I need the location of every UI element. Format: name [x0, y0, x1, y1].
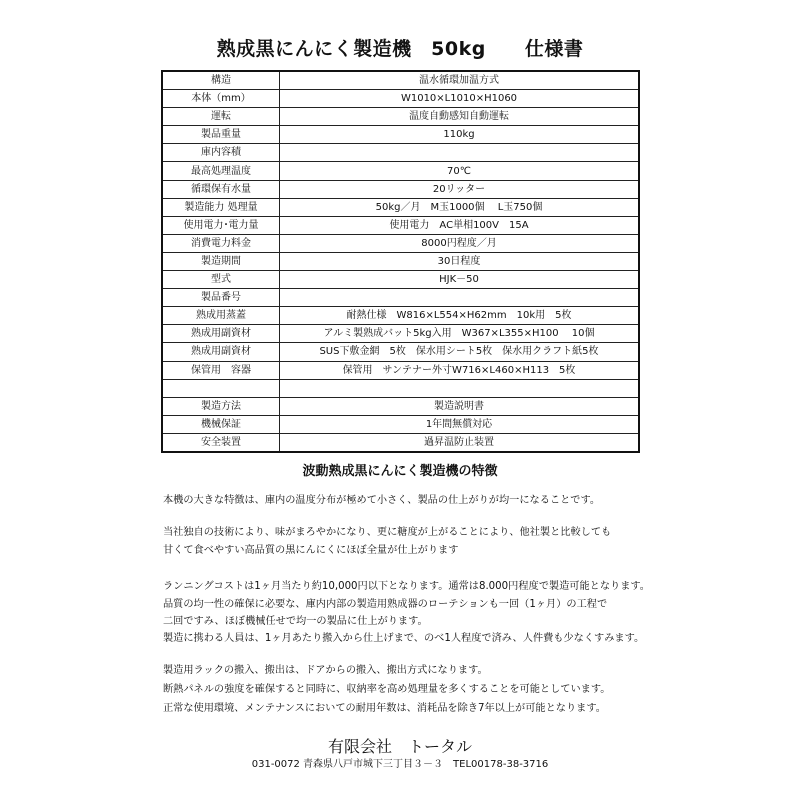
spec-table [161, 70, 640, 453]
spec-value: SUS下敷金網 5枚 保水用シート5枚 保水用クラフト紙5枚 [280, 343, 640, 361]
spec-row [162, 126, 639, 144]
spec-label: 運転 [162, 108, 280, 126]
feature-line: 当社独自の技術により、味がまろやかになり、更に糖度が上がることにより、他社製と比較しても [163, 527, 612, 538]
spec-value: 過昇温防止装置 [280, 433, 640, 452]
feature-line: ランニングコストは1ヶ月当たり約10,000円以下となります。通常は8.000円程度で製造可能となります。 [163, 581, 650, 592]
spec-value: 保管用 サンテナー外寸W716×L460×H113 5枚 [280, 361, 640, 379]
spec-label: 型式 [162, 271, 280, 289]
feature-line: 甘くて食べやすい高品質の黒にんにくにほぼ全量が仕上がります [163, 545, 459, 556]
spec-value [280, 289, 640, 307]
spec-row [162, 144, 639, 162]
spec-row [162, 343, 639, 361]
spec-value: 30日程度 [280, 252, 640, 270]
spec-value: 70℃ [280, 162, 640, 180]
feature-line: 断熱パネルの強度を確保すると同時に、収納率を高め処理量を多くすることを可能としています。 [163, 684, 611, 695]
spec-row [162, 216, 639, 234]
spec-value: W1010×L1010×H1060 [280, 90, 640, 108]
company-address: 031-0072 青森県八戸市城下三丁目３－３ TEL00178-38-3716 [251, 759, 549, 770]
spec-row [162, 180, 639, 198]
spec-value: アルミ製熟成バット5kg入用 W367×L355×H100 10個 [280, 325, 640, 343]
company-name: 有限会社 トータル [327, 737, 472, 756]
spec-row [162, 252, 639, 270]
spec-row [162, 71, 639, 90]
feature-line: 正常な使用環境、メンテナンスにおいての耐用年数は、消耗品を除き7年以上が可能となります。 [163, 703, 606, 714]
spec-label: 庫内容積 [162, 144, 280, 162]
spec-label: 使用電力･電力量 [162, 216, 280, 234]
spec-label: 製品重量 [162, 126, 280, 144]
spec-row [162, 361, 639, 379]
spec-row [162, 415, 639, 433]
spec-value: 1年間無償対応 [280, 415, 640, 433]
spec-label: 製造能力 処理量 [162, 198, 280, 216]
feature-line: 本機の大きな特徴は、庫内の温度分布が極めて小さく、製品の仕上がりが均一になることです。 [163, 495, 601, 506]
spec-row [162, 325, 639, 343]
spec-label: 最高処理温度 [162, 162, 280, 180]
document-title: 熟成黒にんにく製造機 50kg 仕様書 [216, 38, 584, 60]
spec-label: 製造期間 [162, 252, 280, 270]
feature-line: 製造用ラックの搬入、搬出は、ドアからの搬入、搬出方式になります。 [163, 665, 488, 676]
feature-line: 二回ですみ、ほぼ機械任せで均一の製品に仕上がります。 [163, 616, 428, 627]
spec-label: 熟成用副資材 [162, 325, 280, 343]
spec-row [162, 307, 639, 325]
spec-label: 安全装置 [162, 433, 280, 452]
spec-row [162, 108, 639, 126]
features-heading: 波動熟成黒にんにく製造機の特徴 [302, 464, 498, 479]
spec-value: 温水循環加温方式 [280, 71, 640, 90]
feature-line: 製造に携わる人員は、1ヶ月あたり搬入から仕上げまで、のべ1人程度で済み、人件費も少なくすみます。 [163, 633, 645, 644]
spec-row [162, 198, 639, 216]
spec-value: HJK－50 [280, 271, 640, 289]
spec-label: 熟成用蒸蓋 [162, 307, 280, 325]
spec-value: 耐熱仕様 W816×L554×H62mm 10k用 5枚 [280, 307, 640, 325]
spec-label: 構造 [162, 71, 280, 90]
spec-value: 温度自動感知自動運転 [280, 108, 640, 126]
feature-line: 品質の均一性の確保に必要な、庫内内部の製造用熟成器のローテションも一回（1ヶ月）の工程で [163, 599, 608, 610]
spec-label: 本体（mm） [162, 90, 280, 108]
spec-row [162, 234, 639, 252]
spec-label: 製造方法 [162, 397, 280, 415]
spec-label: 機械保証 [162, 415, 280, 433]
spec-label: 消費電力料金 [162, 234, 280, 252]
spec-value [280, 379, 640, 397]
spec-value: 50kg／月 M玉1000個 L玉750個 [280, 198, 640, 216]
spec-row [162, 90, 639, 108]
spec-value: 20リッター [280, 180, 640, 198]
spec-row [162, 397, 639, 415]
spec-label: 製品番号 [162, 289, 280, 307]
spec-row [162, 162, 639, 180]
spec-label [162, 379, 280, 397]
spec-value: 使用電力 AC単相100V 15A [280, 216, 640, 234]
spec-value: 8000円程度／月 [280, 234, 640, 252]
spec-row [162, 289, 639, 307]
spec-row [162, 271, 639, 289]
spec-value: 製造説明書 [280, 397, 640, 415]
spec-row [162, 433, 639, 452]
spec-row [162, 379, 639, 397]
spec-label: 循環保有水量 [162, 180, 280, 198]
spec-value: 110kg [280, 126, 640, 144]
spec-value [280, 144, 640, 162]
spec-label: 熟成用副資材 [162, 343, 280, 361]
spec-label: 保管用 容器 [162, 361, 280, 379]
